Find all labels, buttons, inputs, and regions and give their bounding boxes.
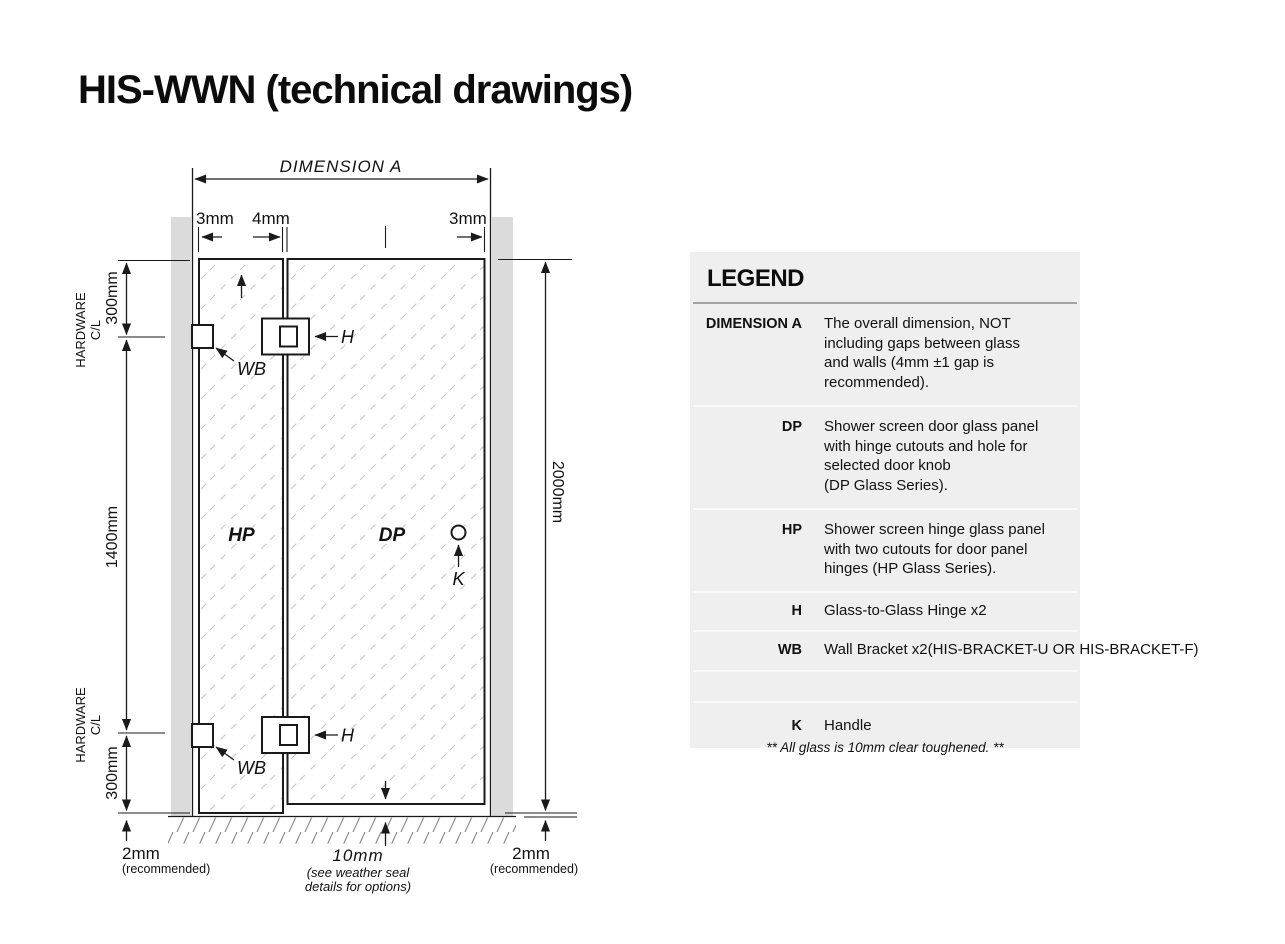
- cl-hardware-top-line1: C/L: [88, 319, 103, 341]
- cl-hardware-bottom-line1: C/L: [88, 714, 103, 736]
- hinge-top: [262, 319, 309, 355]
- dim-bottom-300: 300mm: [104, 746, 121, 800]
- top-gap-dimensions: [196, 209, 487, 252]
- legend-desc: Handle: [824, 716, 872, 734]
- handle-label: K: [452, 569, 465, 589]
- handle-knob: [452, 526, 466, 540]
- dim-top-300: 300mm: [104, 271, 121, 325]
- legend-row-wb: [690, 632, 1199, 670]
- dim-mid-1400: 1400mm: [104, 505, 121, 569]
- floor-gap-left-value: 2mm: [122, 844, 160, 863]
- wall-bracket-label-bottom: WB: [237, 758, 266, 778]
- hinge-panel-label: HP: [228, 525, 255, 546]
- wall-bracket-bottom: [192, 724, 213, 747]
- dim-height-2000: 2000mm: [549, 460, 566, 524]
- floor-gap-right-value: 2mm: [512, 844, 550, 863]
- door-gap-note-line2: details for options): [304, 879, 412, 894]
- gap-left-label: 3mm: [196, 209, 234, 228]
- gap-right-label: 3mm: [449, 209, 487, 228]
- legend-desc: Shower screen door glass panel with hinge cutouts and hole for selected door knob (DP Glass Series).: [824, 418, 1039, 494]
- legend-row-dimension-a: [690, 304, 1080, 405]
- hinge-bottom: [262, 717, 309, 753]
- legend-desc: The overall dimension, NOT including gaps between glass and walls (4mm ±1 gap is recommended).: [824, 315, 1020, 391]
- wall-bracket-label-top: WB: [237, 359, 266, 379]
- legend-row-spacer: [690, 672, 1080, 701]
- legend-key: K: [791, 717, 802, 734]
- door-gap-value: 10mm: [332, 846, 384, 865]
- cl-hardware-top-line2: HARDWARE: [73, 292, 88, 368]
- legend-desc: Wall Bracket x2(HIS-BRACKET-U OR HIS-BRACKET-F): [824, 641, 1199, 658]
- dimension-a: [195, 157, 488, 179]
- door-gap-note-line1: (see weather seal: [306, 865, 410, 880]
- floor-hatch: [168, 818, 516, 844]
- door-panel-label: DP: [378, 525, 406, 546]
- legend-row-hp: [690, 510, 1080, 591]
- gap-middle-label: 4mm: [252, 209, 290, 228]
- legend-title: LEGEND: [707, 265, 805, 292]
- floor-gap-right-note: (recommended): [489, 862, 579, 876]
- cl-hardware-bottom-line2: HARDWARE: [73, 687, 88, 763]
- left-wall: [171, 217, 191, 817]
- right-wall: [492, 217, 513, 817]
- legend-key: DIMENSION A: [705, 316, 802, 332]
- legend-desc: Glass-to-Glass Hinge x2: [824, 601, 987, 619]
- legend-footnote: ** All glass is 10mm clear toughened. **: [766, 740, 1004, 755]
- legend-key: WB: [777, 642, 802, 658]
- legend-row-h: [690, 593, 1080, 631]
- legend-key: HP: [781, 522, 802, 538]
- floor-gap-left-note: (recommended): [122, 862, 211, 876]
- dimension-a-label: DIMENSION A: [279, 157, 403, 176]
- legend-key: H: [791, 602, 802, 619]
- hinge-label-bottom: H: [341, 725, 354, 746]
- wall-bracket-top: [192, 325, 213, 348]
- page-title: HIS-WWN (technical drawings): [78, 68, 633, 112]
- legend-panel: [690, 252, 1199, 748]
- legend-desc: Shower screen hinge glass panel with two cutouts for door panel hinges (HP Glass Series).: [824, 521, 1045, 577]
- legend-row-dp: [690, 407, 1080, 508]
- legend-key: DP: [781, 419, 802, 435]
- hinge-label-top: H: [341, 327, 354, 347]
